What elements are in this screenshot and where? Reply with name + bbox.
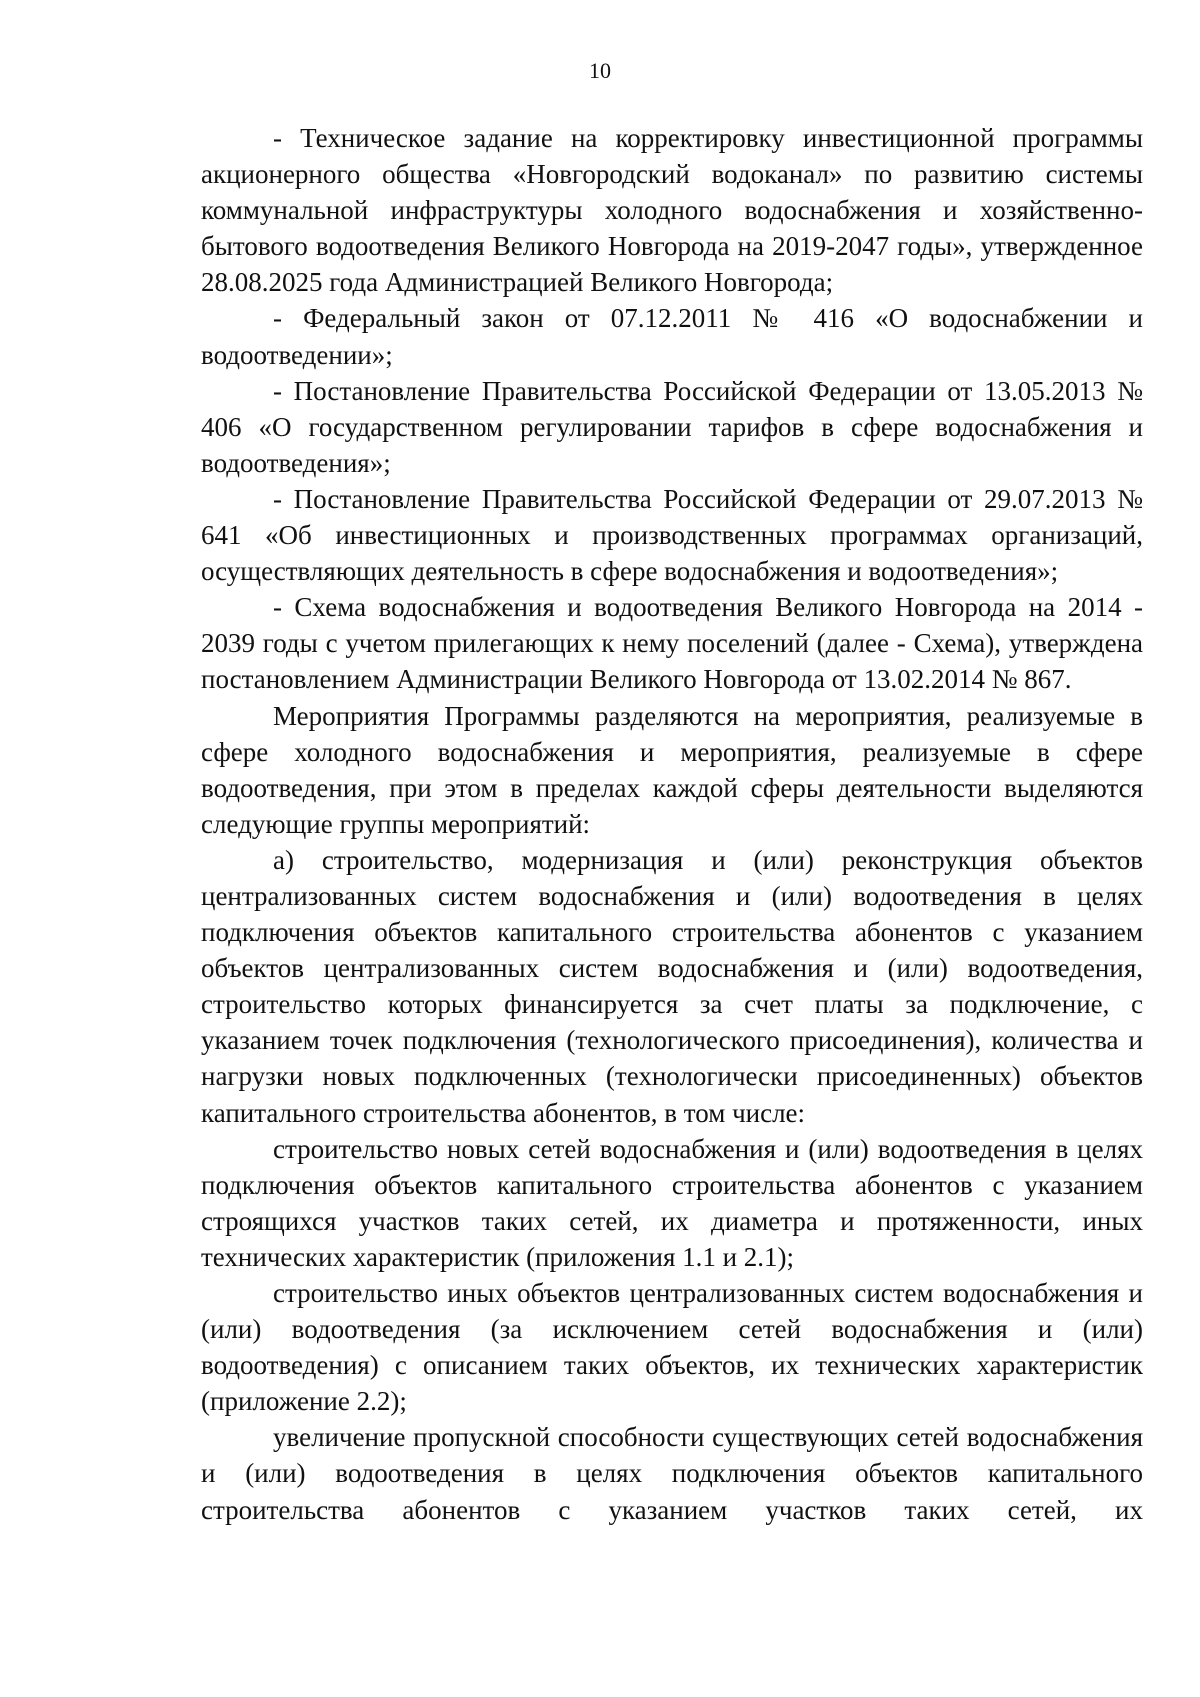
paragraph-scheme: - Схема водоснабжения и водоотведения Великого Новгорода на 2014 - 2039 годы с учетом прилегающих к нему поселений (далее - Схема), утверждена постановлением Администрации Великого Новгорода от 13.02.2014 № 867. <box>201 592 1143 695</box>
paragraph-tech-assignment: - Техническое задание на корректировку инвестиционной программы акционерного общества «Новгородский водоканал» по развитию системы коммунальной инфраструктуры холодного водоснабжения и хозяйственно-бытового водоотведения Великого Новгорода на 2019-2047 годы», утвержденное 28.08.2025 года Администрацией Великого Новгорода; <box>201 123 1143 298</box>
paragraph-item-a: а) строительство, модернизация и (или) реконструкция объектов централизованных систем водоснабжения и (или) водоотведения в целях подключения объектов капитального строительства абонентов с указанием объектов централизованных систем водоснабжения и (или) водоотведения, строительство которых финансируется за счет платы за подключение, с указанием точек подключения (технологического присоединения), количества и нагрузки новых подключенных (технологически присоединенных) объектов капитального строительства абонентов, в том числе: <box>201 844 1143 1128</box>
paragraph-program-measures: Мероприятия Программы разделяются на мероприятия, реализуемые в сфере холодного водоснабжения и мероприятия, реализуемые в сфере водоотведения, при этом в пределах каждой сферы деятельности выделяются следующие группы мероприятий: <box>201 700 1143 839</box>
paragraph-new-networks: строительство новых сетей водоснабжения и (или) водоотведения в целях подключения объектов капитального строительства абонентов с указанием строящихся участков таких сетей, их диаметра и протяженности, иных технических характеристик (приложения 1.1 и 2.1); <box>201 1133 1143 1272</box>
paragraph-capacity-increase: увеличение пропускной способности существующих сетей водоснабжения и (или) водоотведения в целях подключения объектов капитального строительства абонентов с указанием участков таких сетей, их <box>201 1422 1143 1525</box>
paragraph-federal-law: - Федеральный закон от 07.12.2011 № 416 «О водоснабжении и водоотведении»; <box>201 303 1143 370</box>
page-number: 10 <box>589 58 611 83</box>
paragraph-resolution-406: - Постановление Правительства Российской Федерации от 13.05.2013 № 406 «О государственном регулировании тарифов в сфере водоснабжения и водоотведения»; <box>201 375 1143 478</box>
paragraph-resolution-641: - Постановление Правительства Российской Федерации от 29.07.2013 № 641 «Об инвестиционных и производственных программах организаций, осуществляющих деятельность в сфере водоснабжения и водоотведения»; <box>201 483 1143 587</box>
paragraph-other-objects: строительство иных объектов централизованных систем водоснабжения и (или) водоотведения (за исключением сетей водоснабжения и (или) водоотведения) с описанием таких объектов, их технических характеристик (приложение 2.2); <box>201 1278 1143 1417</box>
document-body <box>201 120 1143 1528</box>
